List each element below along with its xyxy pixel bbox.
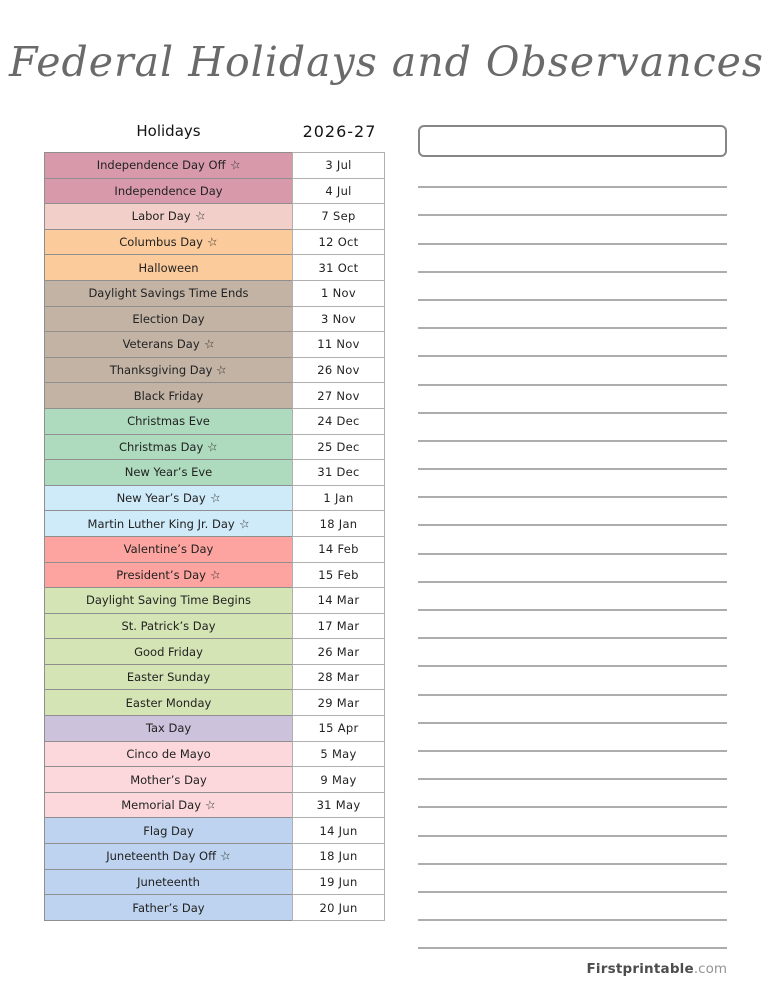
- holiday-name-cell: [44, 689, 293, 716]
- holiday-row: [44, 178, 386, 205]
- holiday-label: Good Friday: [134, 644, 203, 659]
- holiday-row: [44, 638, 386, 665]
- holiday-date-cell: 17 Mar: [292, 613, 385, 640]
- note-line: [418, 724, 727, 752]
- holiday-label: Martin Luther King Jr. Day: [87, 516, 235, 531]
- holiday-row: [44, 792, 386, 819]
- holiday-name-cell: [44, 357, 293, 384]
- holiday-row: [44, 280, 386, 307]
- holiday-row: [44, 869, 386, 896]
- holiday-label: Daylight Savings Time Ends: [88, 286, 249, 301]
- holiday-name-cell: [44, 510, 293, 537]
- holiday-name-cell: [44, 664, 293, 691]
- holiday-date-cell: 7 Sep: [292, 203, 385, 230]
- holiday-date-cell: 31 Oct: [292, 254, 385, 281]
- holiday-row: [44, 894, 386, 921]
- note-line: [418, 837, 727, 865]
- holiday-name-cell: [44, 459, 293, 486]
- holiday-label: Christmas Eve: [127, 414, 210, 429]
- holiday-date-cell: 26 Nov: [292, 357, 385, 384]
- note-line: [418, 808, 727, 836]
- holiday-row: [44, 689, 386, 716]
- holiday-label: St. Patrick’s Day: [121, 618, 216, 633]
- holiday-row: [44, 510, 386, 537]
- holiday-name-cell: [44, 229, 293, 256]
- holiday-name-cell: [44, 587, 293, 614]
- star-icon: ☆: [193, 208, 207, 225]
- star-icon: ☆: [228, 157, 242, 174]
- note-line: [418, 752, 727, 780]
- note-line: [418, 301, 727, 329]
- holiday-label: Tax Day: [145, 721, 192, 736]
- holiday-date-cell: 14 Jun: [292, 817, 385, 844]
- holiday-row: [44, 817, 386, 844]
- star-icon: ☆: [215, 362, 229, 379]
- holiday-row: [44, 331, 386, 358]
- holiday-label: New Year’s Day: [116, 491, 206, 506]
- star-icon: ☆: [205, 234, 220, 251]
- note-line: [418, 470, 727, 498]
- holiday-label: Daylight Saving Time Begins: [86, 593, 251, 608]
- holiday-row: [44, 664, 386, 691]
- note-line: [418, 696, 727, 724]
- table-header: [44, 122, 386, 141]
- holiday-date-cell: 5 May: [292, 741, 385, 768]
- holiday-label: Memorial Day: [121, 798, 201, 813]
- holiday-name-cell: [44, 178, 293, 205]
- holiday-row: [44, 613, 386, 640]
- holiday-name-cell: [44, 152, 293, 179]
- holiday-label: Election Day: [132, 311, 205, 326]
- holiday-row: [44, 152, 386, 179]
- holiday-label: Veterans Day: [122, 337, 200, 352]
- note-line: [418, 245, 727, 273]
- holiday-date-cell: 1 Nov: [292, 280, 385, 307]
- holiday-date-cell: 14 Mar: [292, 587, 385, 614]
- holiday-date-cell: 18 Jan: [292, 510, 385, 537]
- holiday-date-cell: 27 Nov: [292, 382, 385, 409]
- holiday-label: Juneteenth: [137, 874, 200, 889]
- holiday-name-cell: [44, 894, 293, 921]
- holiday-row: [44, 741, 386, 768]
- note-line: [418, 216, 727, 244]
- holiday-label: Columbus Day: [119, 235, 203, 250]
- holiday-name-cell: [44, 408, 293, 435]
- note-line: [418, 893, 727, 921]
- holiday-row: [44, 357, 386, 384]
- note-line: [418, 526, 727, 554]
- note-line: [418, 442, 727, 470]
- holiday-row: [44, 485, 386, 512]
- note-line: [418, 386, 727, 414]
- note-line: [418, 555, 727, 583]
- holiday-label: Mother’s Day: [130, 772, 207, 787]
- holiday-row: [44, 229, 386, 256]
- star-icon: ☆: [208, 566, 223, 583]
- holiday-label: Juneteenth Day Off: [106, 849, 217, 864]
- holiday-row: [44, 715, 386, 742]
- holiday-label: Valentine’s Day: [123, 542, 214, 557]
- footer-tld: .com: [693, 961, 727, 977]
- holiday-label: Independence Day: [114, 183, 223, 198]
- holiday-date-cell: 3 Nov: [292, 306, 385, 333]
- holiday-row: [44, 562, 386, 589]
- star-icon: ☆: [208, 490, 222, 506]
- star-icon: ☆: [218, 848, 233, 865]
- holiday-name-cell: [44, 382, 293, 409]
- holiday-row: [44, 254, 386, 281]
- note-line: [418, 498, 727, 526]
- holiday-name-cell: [44, 536, 293, 563]
- note-line: [418, 329, 727, 357]
- holiday-row: [44, 536, 386, 563]
- holiday-name-cell: [44, 434, 293, 461]
- holiday-label: Christmas Day: [118, 439, 204, 454]
- holiday-date-cell: 19 Jun: [292, 869, 385, 896]
- holiday-label: Flag Day: [143, 823, 194, 838]
- footer-brand: Firstprintable: [586, 961, 694, 977]
- holiday-date-cell: 3 Jul: [292, 152, 385, 179]
- holidays-column-header: Holidays: [136, 122, 201, 140]
- page-title: Federal Holidays and Observances: [9, 38, 764, 86]
- note-line: [418, 583, 727, 611]
- holiday-date-cell: 4 Jul: [292, 178, 385, 205]
- holiday-label: Easter Monday: [125, 695, 212, 710]
- notes-title-box: [418, 125, 727, 157]
- star-icon: ☆: [202, 336, 216, 353]
- holiday-name-cell: [44, 869, 293, 896]
- holiday-label: Black Friday: [133, 388, 204, 403]
- note-line: [418, 865, 727, 893]
- year-column-header: 2026-27: [302, 122, 377, 141]
- holiday-name-cell: [44, 817, 293, 844]
- holiday-row: [44, 587, 386, 614]
- holiday-date-cell: 20 Jun: [292, 894, 385, 921]
- holiday-date-cell: 25 Dec: [292, 434, 385, 461]
- note-line: [418, 188, 727, 216]
- holiday-date-cell: 31 Dec: [292, 459, 385, 486]
- holiday-label: Father’s Day: [132, 900, 205, 915]
- note-line: [418, 357, 727, 385]
- holiday-name-cell: [44, 766, 293, 793]
- holiday-date-cell: 18 Jun: [292, 843, 385, 870]
- holiday-label: President’s Day: [116, 567, 206, 582]
- holiday-row: [44, 459, 386, 486]
- holiday-label: Easter Sunday: [126, 670, 211, 685]
- holiday-name-cell: [44, 715, 293, 742]
- holiday-row: [44, 382, 386, 409]
- holiday-date-cell: 24 Dec: [292, 408, 385, 435]
- holiday-row: [44, 203, 386, 230]
- holiday-date-cell: 28 Mar: [292, 664, 385, 691]
- holiday-row: [44, 408, 386, 435]
- holiday-date-cell: 29 Mar: [292, 689, 385, 716]
- note-line: [418, 414, 727, 442]
- note-line: [418, 921, 727, 949]
- holiday-date-cell: 14 Feb: [292, 536, 385, 563]
- holiday-date-cell: 1 Jan: [292, 485, 385, 512]
- holiday-row: [44, 766, 386, 793]
- holiday-name-cell: [44, 562, 293, 589]
- holiday-name-cell: [44, 203, 293, 230]
- holiday-name-cell: [44, 331, 293, 358]
- holiday-date-cell: 15 Apr: [292, 715, 385, 742]
- note-line: [418, 639, 727, 667]
- note-line: [418, 273, 727, 301]
- holiday-date-cell: 11 Nov: [292, 331, 385, 358]
- holiday-name-cell: [44, 254, 293, 281]
- holiday-date-cell: 9 May: [292, 766, 385, 793]
- holiday-date-cell: 26 Mar: [292, 638, 385, 665]
- holiday-name-cell: [44, 306, 293, 333]
- holiday-name-cell: [44, 792, 293, 819]
- holiday-label: Thanksgiving Day: [109, 363, 213, 378]
- holiday-row: [44, 306, 386, 333]
- note-line: [418, 780, 727, 808]
- star-icon: ☆: [237, 515, 251, 532]
- holiday-label: Independence Day Off: [96, 158, 226, 173]
- holiday-date-cell: 15 Feb: [292, 562, 385, 589]
- note-line: [418, 160, 727, 188]
- star-icon: ☆: [203, 797, 218, 814]
- holiday-row: [44, 434, 386, 461]
- holiday-date-cell: 31 May: [292, 792, 385, 819]
- holiday-table: [44, 152, 386, 921]
- footer-watermark: [587, 961, 728, 977]
- holiday-row: [44, 843, 386, 870]
- holiday-date-cell: 12 Oct: [292, 229, 385, 256]
- holiday-name-cell: [44, 613, 293, 640]
- holiday-name-cell: [44, 280, 293, 307]
- holiday-name-cell: [44, 485, 293, 512]
- star-icon: ☆: [205, 438, 220, 455]
- holiday-label: Halloween: [138, 260, 199, 275]
- note-line: [418, 611, 727, 639]
- holiday-label: New Year’s Eve: [124, 465, 213, 480]
- note-line: [418, 667, 727, 695]
- holiday-label: Cinco de Mayo: [126, 746, 211, 761]
- holiday-label: Labor Day: [131, 209, 191, 224]
- holiday-name-cell: [44, 638, 293, 665]
- holiday-name-cell: [44, 741, 293, 768]
- holiday-name-cell: [44, 843, 293, 870]
- notes-lines: [418, 160, 727, 949]
